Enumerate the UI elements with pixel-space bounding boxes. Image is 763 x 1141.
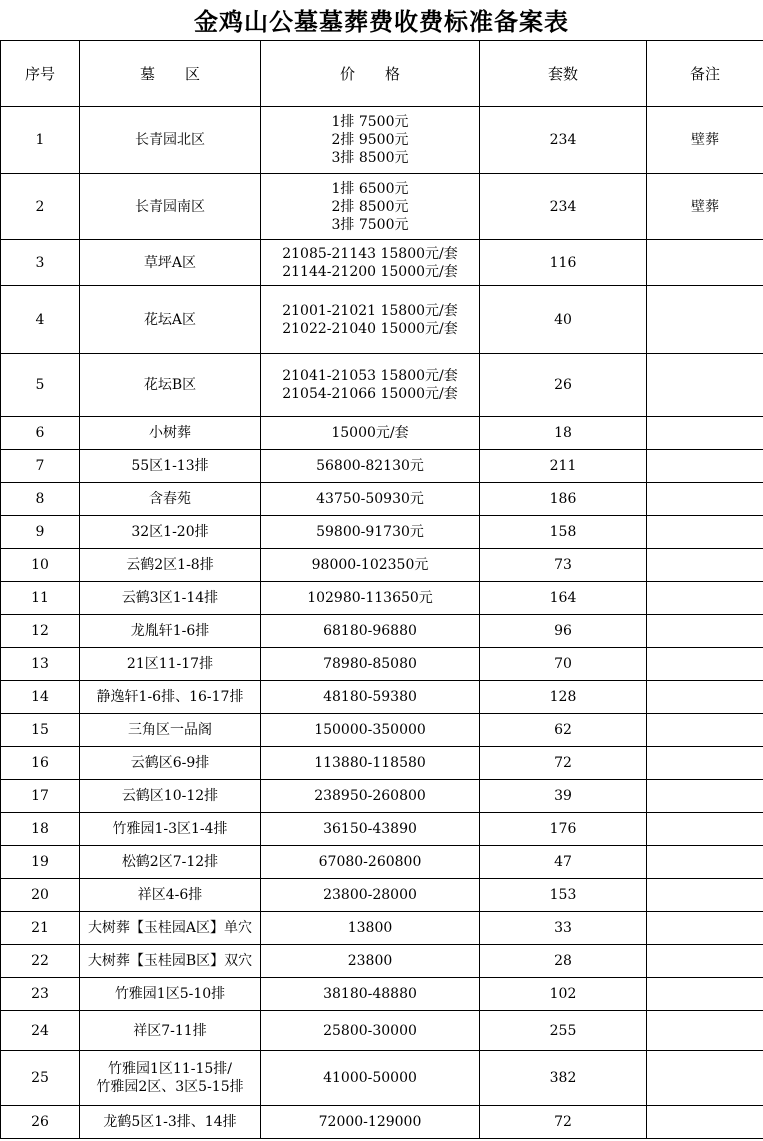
table-row [1,780,763,813]
table-row [1,582,763,615]
row-price-line: 36150-43890 [323,821,417,837]
row-price-line: 43750-50930元 [316,491,424,507]
row-price [261,714,480,747]
row-price [261,747,480,780]
row-area [80,615,261,648]
row-price-line: 38180-48880 [323,986,417,1002]
row-area-line: 花坛A区 [143,311,197,328]
row-note [647,846,763,879]
row-index: 17 [1,780,80,813]
row-price-line: 23800 [347,953,393,969]
page-title: 金鸡山公墓墓葬费收费标准备案表 [194,8,569,36]
row-note [647,582,763,615]
row-index: 18 [1,813,80,846]
row-area [80,747,261,780]
row-note [647,549,763,582]
row-price-line: 56800-82130元 [316,458,424,474]
row-area-line: 长青园北区 [135,132,205,148]
row-area [80,174,261,240]
table-row [1,450,763,483]
row-price [261,615,480,648]
row-index: 23 [1,978,80,1011]
table-row [1,516,763,549]
table-row [1,978,763,1011]
row-count: 164 [480,582,647,615]
row-note [647,813,763,846]
header-row [1,41,763,107]
row-count: 72 [480,1106,647,1139]
row-note [647,945,763,978]
row-price [261,879,480,912]
row-area [80,240,261,286]
row-note [647,681,763,714]
row-area [80,549,261,582]
header-area: 墓 区 [80,41,261,107]
row-area-line: 龙胤轩1-6排 [130,623,210,639]
row-price-line: 150000-350000 [314,722,426,738]
row-index: 25 [1,1051,80,1106]
row-price [261,286,480,354]
row-area [80,450,261,483]
row-area-line: 大树葬【玉桂园A区】单穴 [87,920,253,936]
table-body [1,107,763,1139]
row-count: 39 [480,780,647,813]
row-area [80,813,261,846]
row-count: 176 [480,813,647,846]
row-index: 12 [1,615,80,648]
row-count: 47 [480,846,647,879]
row-price [261,912,480,945]
row-area [80,582,261,615]
row-area-line: 三角区一品阁 [128,722,212,738]
row-area-line: 云鹤区6-9排 [130,755,210,771]
row-area [80,945,261,978]
row-price-line: 13800 [347,920,393,936]
row-note [647,714,763,747]
row-note [647,417,763,450]
table-row [1,747,763,780]
row-index: 21 [1,912,80,945]
row-price-line: 67080-260800 [318,854,422,870]
row-area-line: 55区1-13排 [131,458,209,474]
table-row [1,417,763,450]
row-area-line: 21区11-17排 [126,656,214,672]
row-price [261,174,480,240]
row-count: 26 [480,354,647,417]
row-area-line: 小树葬 [149,425,191,441]
row-index: 2 [1,174,80,240]
row-count: 33 [480,912,647,945]
row-area [80,1011,261,1051]
table-row [1,1011,763,1051]
row-index: 7 [1,450,80,483]
row-index: 26 [1,1106,80,1139]
row-price [261,813,480,846]
row-price-line: 102980-113650元 [307,590,433,606]
row-price [261,945,480,978]
row-area-line: 花坛B区 [143,377,197,393]
row-area-line: 云鹤3区1-14排 [121,590,219,606]
row-price-line: 21041-21053 15800元/套 [282,368,458,384]
table-row [1,286,763,354]
row-area [80,648,261,681]
table-row [1,714,763,747]
table-row [1,648,763,681]
table-row [1,912,763,945]
table-row [1,107,763,174]
table-row [1,813,763,846]
row-area [80,417,261,450]
row-area [80,107,261,174]
row-note [647,1011,763,1051]
row-price-line: 2排 8500元 [331,198,409,215]
row-price [261,417,480,450]
row-note [647,286,763,354]
header-note: 备注 [647,41,763,107]
row-index: 9 [1,516,80,549]
row-price-line: 21144-21200 15000元/套 [282,263,458,280]
row-count: 72 [480,747,647,780]
table-row [1,615,763,648]
row-area [80,1051,261,1106]
row-area [80,681,261,714]
row-price-line: 238950-260800 [314,788,426,804]
row-index: 20 [1,879,80,912]
row-count: 73 [480,549,647,582]
row-price-line: 21054-21066 15000元/套 [282,386,458,402]
row-index: 24 [1,1011,80,1051]
row-index: 5 [1,354,80,417]
row-note: 壁葬 [647,107,763,174]
row-index: 14 [1,681,80,714]
header-price: 价 格 [261,41,480,107]
row-price [261,354,480,417]
row-price [261,1051,480,1106]
row-price-line: 72000-129000 [318,1114,422,1130]
row-count: 255 [480,1011,647,1051]
row-price-line: 113880-118580 [314,755,426,771]
row-count: 234 [480,107,647,174]
row-area-line: 竹雅园1区11-15排/ [108,1061,232,1077]
row-area-line: 云鹤区10-12排 [121,788,219,804]
header-count: 套数 [480,41,647,107]
row-area [80,483,261,516]
row-price-line: 98000-102350元 [311,557,429,573]
row-note [647,747,763,780]
row-area [80,978,261,1011]
row-note [647,780,763,813]
row-area-line: 祥区7-11排 [133,1022,207,1039]
row-count: 102 [480,978,647,1011]
row-price [261,846,480,879]
row-price [261,582,480,615]
row-note [647,879,763,912]
row-area-line: 静逸轩1-6排、16-17排 [96,689,244,705]
row-note [647,450,763,483]
row-price [261,681,480,714]
row-index: 8 [1,483,80,516]
row-area-line: 大树葬【玉桂园B区】双穴 [87,953,253,969]
table-row [1,240,763,286]
row-price-line: 1排 7500元 [331,114,409,130]
row-index: 10 [1,549,80,582]
row-note [647,1106,763,1139]
row-price-line: 48180-59380 [323,689,417,705]
header-index: 序号 [1,41,80,107]
row-price [261,483,480,516]
row-index: 13 [1,648,80,681]
row-note [647,516,763,549]
row-price-line: 21022-21040 15000元/套 [282,320,458,337]
row-area-line: 祥区4-6排 [137,887,203,903]
row-price [261,107,480,174]
row-area [80,879,261,912]
table-row [1,846,763,879]
row-price-line: 3排 7500元 [331,216,409,233]
row-price-line: 25800-30000 [323,1022,417,1039]
row-index: 15 [1,714,80,747]
row-price [261,516,480,549]
row-area [80,354,261,417]
row-count: 28 [480,945,647,978]
row-index: 3 [1,240,80,286]
row-note [647,1051,763,1106]
table-row [1,879,763,912]
row-price-line: 21001-21021 15800元/套 [282,302,458,319]
row-count: 234 [480,174,647,240]
row-price [261,648,480,681]
row-price [261,1011,480,1051]
table-row [1,1106,763,1139]
row-area [80,846,261,879]
table-row [1,1051,763,1106]
row-note [647,240,763,286]
row-index: 19 [1,846,80,879]
row-index: 6 [1,417,80,450]
row-index: 16 [1,747,80,780]
row-count: 116 [480,240,647,286]
row-price-line: 15000元/套 [331,425,409,441]
row-area-line: 竹雅园2区、3区5-15排 [96,1079,244,1095]
row-price [261,780,480,813]
table-row [1,681,763,714]
row-count: 96 [480,615,647,648]
row-price-line: 78980-85080 [323,656,417,672]
row-area [80,912,261,945]
row-count: 382 [480,1051,647,1106]
row-count: 153 [480,879,647,912]
row-index: 22 [1,945,80,978]
row-count: 18 [480,417,647,450]
row-index: 4 [1,286,80,354]
row-area-line: 含春苑 [149,491,191,507]
row-area-line: 松鹤2区7-12排 [121,854,219,870]
row-area-line: 云鹤2区1-8排 [126,557,214,573]
row-count: 211 [480,450,647,483]
row-note [647,978,763,1011]
row-area [80,1106,261,1139]
row-area [80,516,261,549]
row-price-line: 3排 8500元 [331,150,409,166]
row-area-line: 龙鹤5区1-3排、14排 [103,1114,237,1130]
table-row [1,945,763,978]
row-count: 186 [480,483,647,516]
table-row [1,174,763,240]
row-index: 1 [1,107,80,174]
row-count: 128 [480,681,647,714]
row-note [647,615,763,648]
row-area-line: 草坪A区 [143,254,197,271]
row-count: 70 [480,648,647,681]
row-area-line: 竹雅园1-3区1-4排 [112,821,228,837]
row-note [647,354,763,417]
row-count: 62 [480,714,647,747]
row-area [80,286,261,354]
row-area-line: 竹雅园1区5-10排 [114,986,226,1002]
row-price [261,978,480,1011]
row-note [647,912,763,945]
row-price [261,450,480,483]
row-price [261,549,480,582]
row-price-line: 59800-91730元 [316,524,424,540]
row-count: 40 [480,286,647,354]
table-row [1,354,763,417]
row-area [80,714,261,747]
row-count: 158 [480,516,647,549]
row-price [261,1106,480,1139]
row-price-line: 1排 6500元 [331,180,409,197]
row-price-line: 2排 9500元 [331,132,409,148]
row-price-line: 21085-21143 15800元/套 [282,245,458,262]
row-note: 壁葬 [647,174,763,240]
row-area-line: 32区1-20排 [131,524,209,540]
row-note [647,648,763,681]
row-price [261,240,480,286]
row-area-line: 长青园南区 [135,198,205,215]
table-row [1,549,763,582]
row-price-line: 41000-50000 [323,1070,417,1086]
row-area [80,780,261,813]
table-row [1,483,763,516]
row-price-line: 23800-28000 [323,887,417,903]
row-note [647,483,763,516]
fee-table [0,40,763,1139]
row-index: 11 [1,582,80,615]
row-price-line: 68180-96880 [323,623,417,639]
